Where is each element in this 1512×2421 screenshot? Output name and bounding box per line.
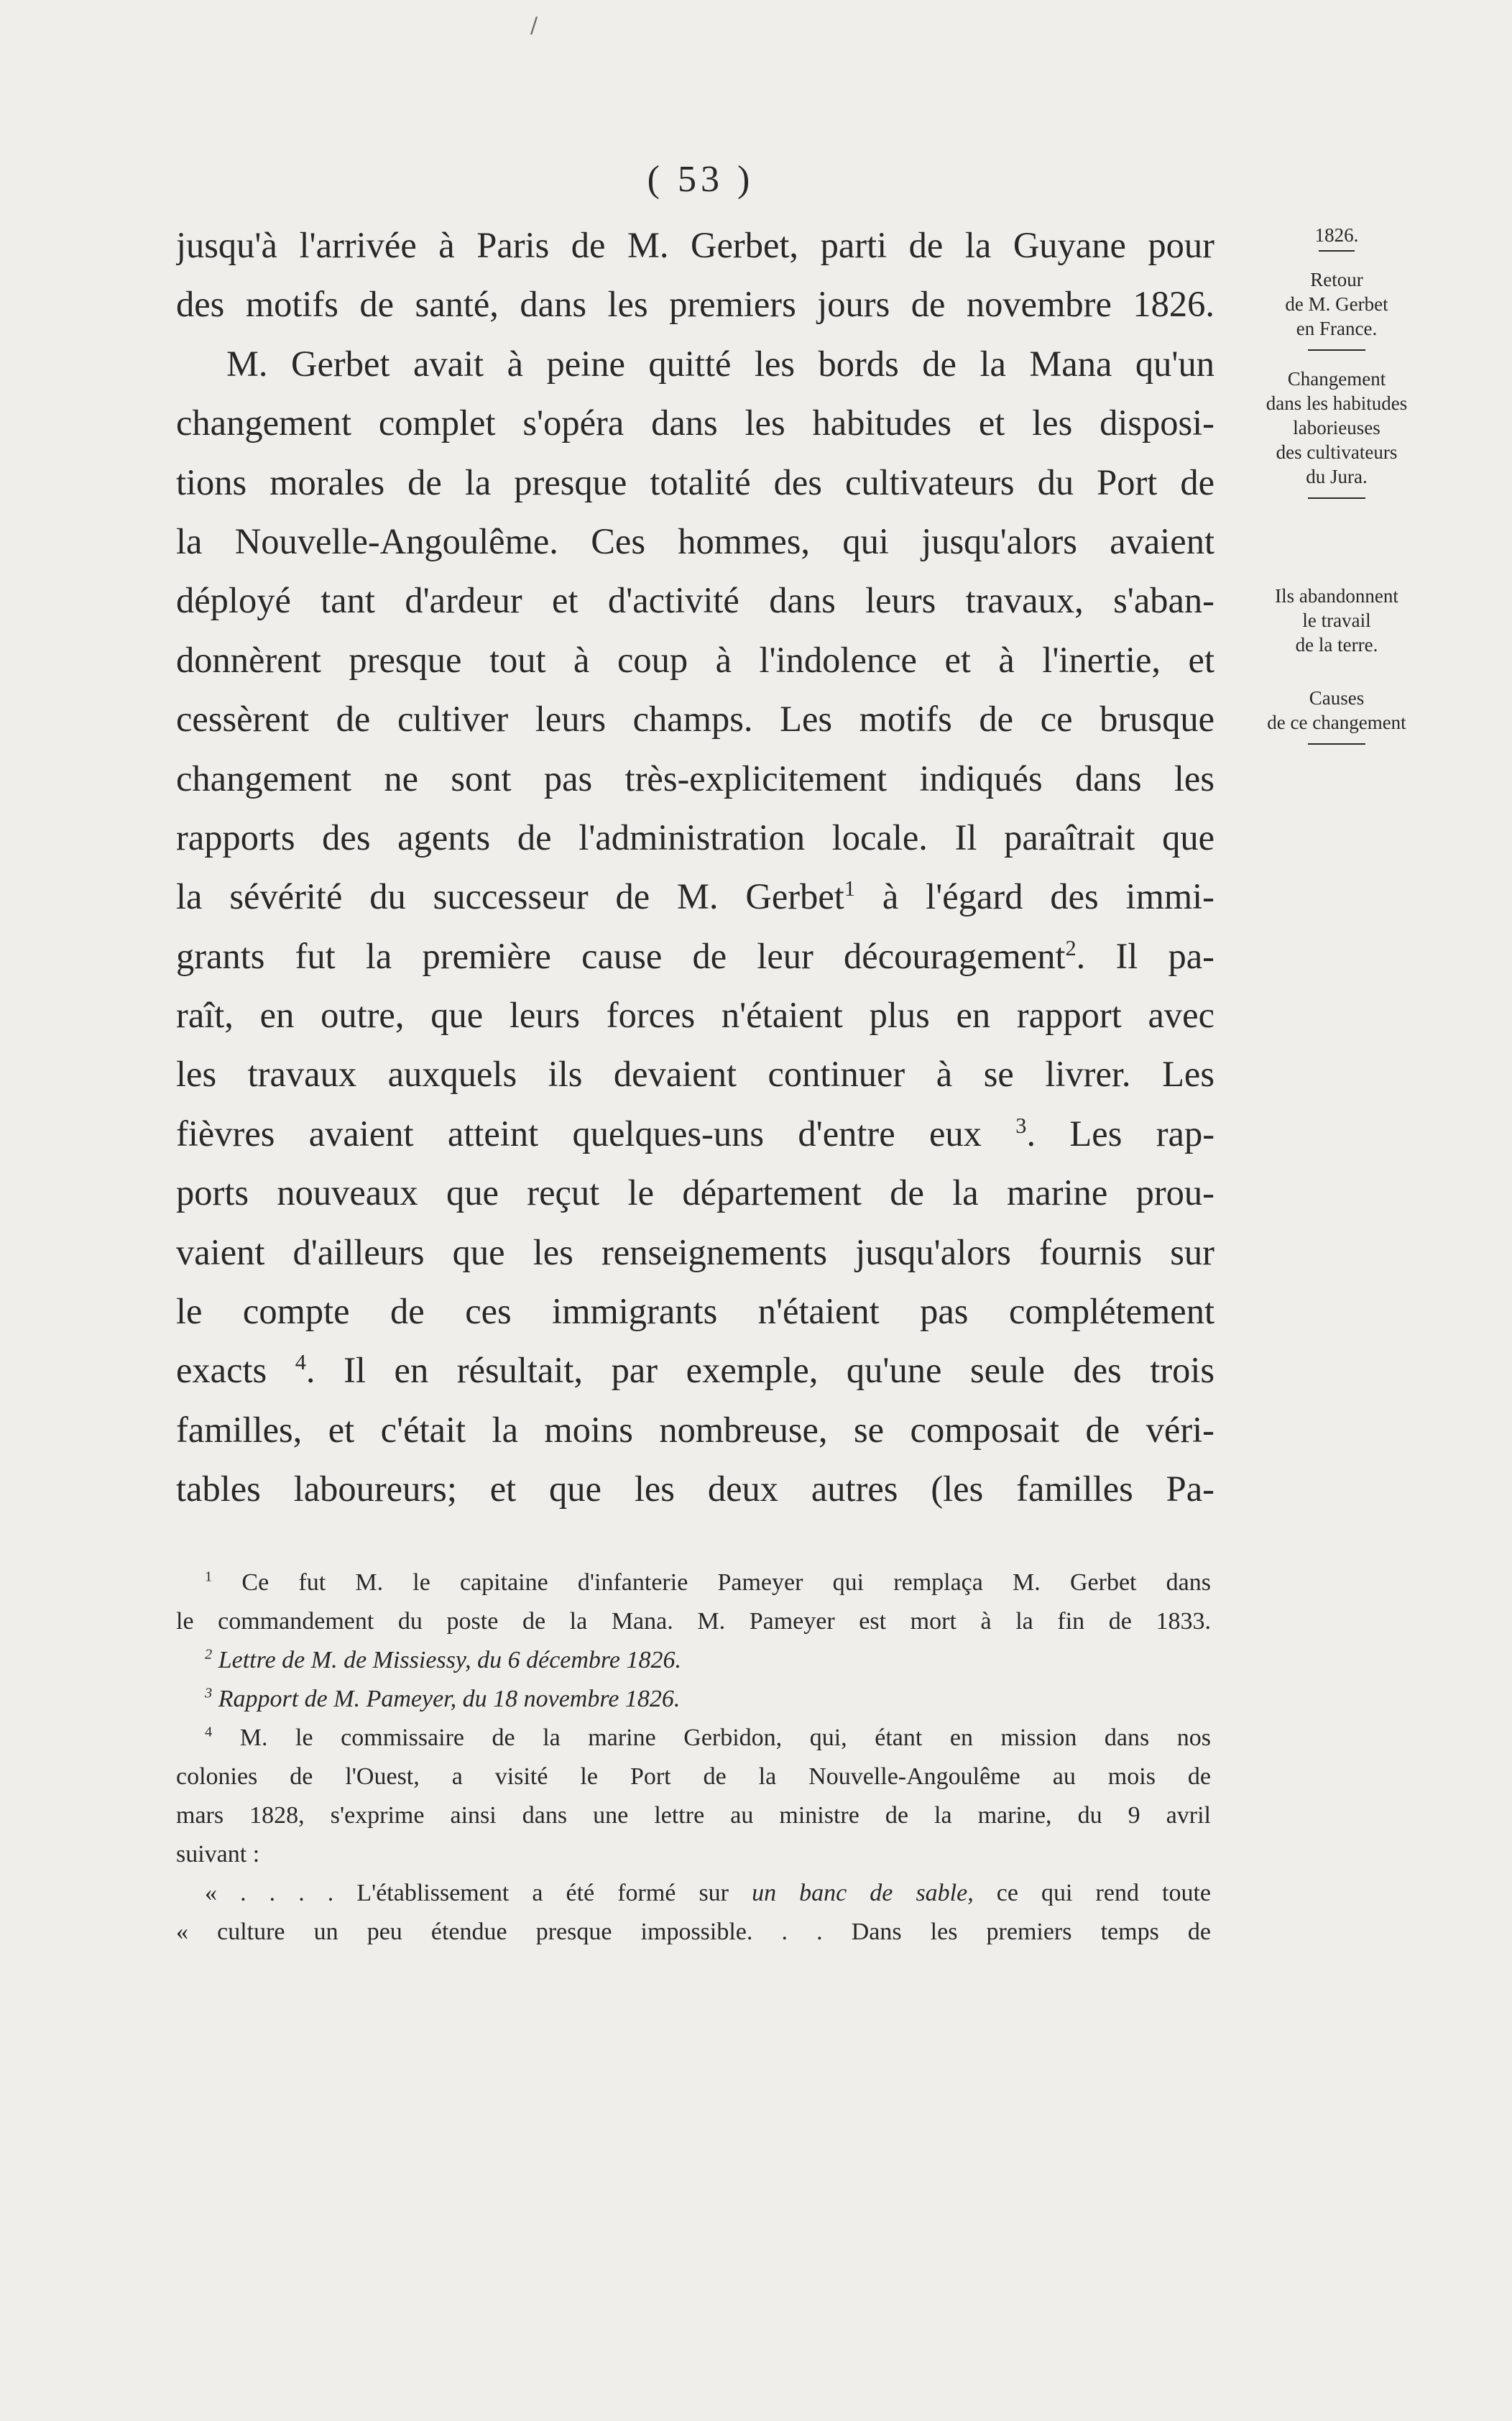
footnote-ref: 2 — [1065, 935, 1077, 960]
footnote-quote — [176, 1874, 1211, 1913]
body-line: le compte de ces immigrants n'étaient pas complétement — [176, 1291, 1214, 1332]
body-line: jusqu'à l'arrivée à Paris de M. Gerbet, parti de la Guyane pour — [176, 225, 1214, 265]
body-line — [176, 867, 1214, 926]
body-line: les travaux auxquels ils devaient continuer à se livrer. Les — [176, 1054, 1214, 1095]
margin-line: des cultivateurs — [1276, 441, 1398, 463]
margin-line: laborieuses — [1293, 417, 1380, 438]
footnote-text: Rapport de M. Pameyer, du 18 novembre 1826. — [218, 1686, 681, 1712]
margin-rule — [1308, 497, 1365, 499]
footnote-number: 4 — [205, 1724, 213, 1740]
body-text — [176, 216, 1214, 1519]
margin-note-retour — [1229, 267, 1444, 351]
body-segment: grants fut la première cause de leur découragement — [176, 935, 1066, 976]
margin-note-changement — [1229, 367, 1444, 499]
body-line: la Nouvelle-Angoulême. Ces hommes, qui jusqu'alors avaient — [176, 520, 1214, 561]
margin-rule — [1319, 250, 1355, 252]
footnote-text: Ce fut M. le capitaine d'infanterie Pameyer qui remplaça M. Gerbet dans — [241, 1569, 1211, 1596]
body-segment: fièvres avaient atteint quelques-uns d'entre eux — [176, 1113, 982, 1154]
margin-line: Causes — [1309, 687, 1365, 709]
body-line: changement complet s'opéra dans les habitudes et les disposi- — [176, 403, 1214, 444]
footnote-text: M. le commissaire de la marine Gerbidon, qui, étant en mission dans nos — [239, 1724, 1211, 1751]
body-line: ports nouveaux que reçut le département de la marine prou- — [176, 1172, 1214, 1213]
margin-year: 1826. — [1314, 224, 1359, 246]
stray-mark: / — [530, 13, 538, 38]
margin-note-causes — [1229, 686, 1444, 745]
footnote-4-cont: suivant : — [176, 1841, 260, 1868]
margin-note-year — [1229, 223, 1444, 252]
body-line: déployé tant d'ardeur et d'activité dans leurs travaux, s'aban- — [176, 580, 1214, 621]
footnote-ref: 3 — [1015, 1113, 1027, 1139]
footnote-1 — [176, 1563, 1211, 1602]
footnote-text: Lettre de M. de Missiessy, du 6 décembre 1826. — [218, 1647, 681, 1673]
body-line: des motifs de santé, dans les premiers jours de novembre 1826. — [176, 284, 1214, 325]
margin-line: de la terre. — [1295, 634, 1378, 656]
quote-text: « . . . . L'établissement a été formé sur — [205, 1880, 752, 1906]
body-segment: exacts — [176, 1350, 267, 1391]
quote-text: ce qui rend toute — [973, 1880, 1211, 1906]
margin-line: Changement — [1287, 368, 1386, 390]
margin-line: en France. — [1296, 318, 1378, 339]
footnote-4 — [176, 1719, 1211, 1758]
footnotes — [176, 1563, 1211, 1952]
body-line: vaient d'ailleurs que les renseignements jusqu'alors fournis sur — [176, 1231, 1214, 1272]
footnote-number: 1 — [205, 1568, 213, 1585]
footnote-ref: 4 — [295, 1350, 306, 1375]
footnote-2 — [176, 1641, 1211, 1680]
margin-note-abandon — [1229, 584, 1444, 657]
margin-line: de ce changement — [1267, 712, 1406, 733]
margin-line: du Jura. — [1306, 466, 1368, 487]
footnote-number: 3 — [205, 1685, 213, 1701]
body-line: changement ne sont pas très-explicitement indiqués dans les — [176, 758, 1214, 799]
body-line — [176, 1104, 1214, 1163]
body-line: familles, et c'était la moins nombreuse, se composait de véri- — [176, 1409, 1214, 1450]
body-segment: à l'égard des immi- — [882, 876, 1214, 917]
body-segment: la sévérité du successeur de M. Gerbet — [176, 876, 844, 917]
body-line: tables laboureurs; et que les deux autres (les familles Pa- — [176, 1469, 1214, 1510]
margin-notes — [1229, 223, 1444, 761]
body-line — [176, 927, 1214, 986]
body-line: raît, en outre, que leurs forces n'étaient plus en rapport avec — [176, 995, 1214, 1036]
footnote-4-cont: mars 1828, s'exprime ainsi dans une lettre au ministre de la marine, du 9 avril — [176, 1802, 1211, 1829]
footnote-ref: 1 — [844, 876, 855, 901]
body-segment: . Les rap- — [1026, 1113, 1214, 1154]
body-line: tions morales de la presque totalité des cultivateurs du Port de — [176, 461, 1214, 502]
margin-rule — [1308, 743, 1365, 745]
body-line — [176, 1341, 1214, 1400]
margin-line: Ils abandonnent — [1275, 585, 1398, 607]
body-line: M. Gerbet avait à peine quitté les bords de la Mana qu'un — [226, 343, 1214, 384]
margin-line: le travail — [1302, 610, 1371, 631]
footnote-1-cont: le commandement du poste de la Mana. M. Pameyer est mort à la fin de 1833. — [176, 1608, 1211, 1635]
footnote-4-cont: colonies de l'Ouest, a visité le Port de la Nouvelle-Angoulême au mois de — [176, 1763, 1211, 1790]
margin-line: dans les habitudes — [1266, 392, 1408, 414]
margin-line: Retour — [1310, 269, 1363, 290]
footnote-number: 2 — [205, 1646, 213, 1663]
body-segment: . Il en résultait, par exemple, qu'une seule des trois — [305, 1350, 1214, 1391]
footnote-quote-cont: « culture un peu étendue presque impossible. . . Dans les premiers temps de — [176, 1919, 1211, 1945]
footnote-3 — [176, 1680, 1211, 1719]
body-line: rapports des agents de l'administration locale. Il paraîtrait que — [176, 817, 1214, 858]
body-line: donnèrent presque tout à coup à l'indolence et à l'inertie, et — [176, 639, 1214, 680]
body-line: cessèrent de cultiver leurs champs. Les motifs de ce brusque — [176, 699, 1214, 740]
quote-italic: un banc de sable, — [752, 1880, 974, 1906]
margin-rule — [1308, 349, 1365, 351]
margin-line: de M. Gerbet — [1285, 293, 1388, 315]
body-segment: . Il pa- — [1076, 935, 1214, 976]
page-number: ( 53 ) — [647, 159, 755, 200]
